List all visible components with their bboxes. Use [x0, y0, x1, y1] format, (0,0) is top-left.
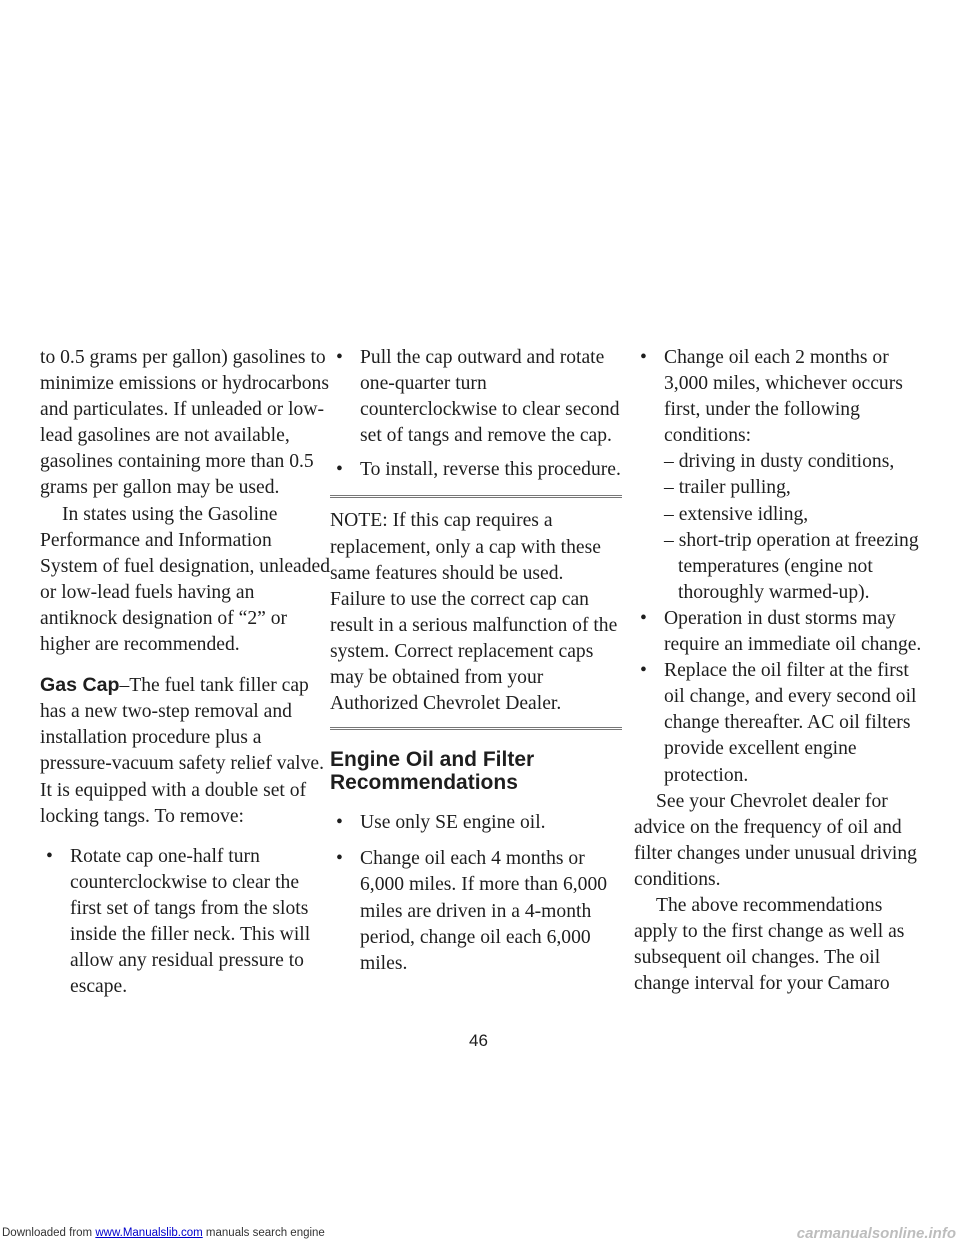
bullet-icon: •: [640, 660, 647, 682]
bullet-icon: •: [336, 848, 343, 870]
list-item: • To install, reverse this procedure.: [330, 457, 622, 483]
bullet-icon: •: [640, 607, 647, 629]
list-item: • Operation in dust storms may require an immediate oil change.: [640, 607, 922, 656]
list-item: • Rotate cap one-half turn counterclockwise to clear the first set of tangs from the slots inside the filler neck. This will allow any residual pressure to escape.: [46, 845, 311, 998]
bullet-icon: •: [46, 845, 53, 867]
list-item: • Change oil each 2 months or 3,000 miles, whichever occurs first, under the following conditions: – driving in dusty conditions, – trailer pulling, – extensive idling, – short-trip operation at freezing temperatures (engine not thoroughly warmed-up).: [634, 345, 926, 606]
list-item: • Change oil each 4 months or 6,000 miles. If more than 6,000 miles are driven in a 4-month period, change oil each 6,000 miles.: [336, 848, 608, 974]
sub-item: – driving in dusty conditions,: [664, 451, 895, 473]
column-middle: [330, 345, 622, 977]
footer: [0, 1222, 960, 1242]
paragraph: The above recommendations apply to the first change as well as subsequent oil changes. The oil change interval for your Camaro: [634, 894, 905, 995]
bullet-icon: •: [336, 812, 343, 834]
download-credit: Downloaded from www.Manualslib.com manuals search engine: [2, 1227, 325, 1239]
note-box: [330, 495, 622, 730]
note-text: NOTE: If this cap requires a replacement, only a cap with these same features should be used. Failure to use the correct cap can result in a serious malfunction of the system. Correct replacement caps may be obtained from your Authorized Chevrolet Dealer.: [330, 510, 618, 715]
column-right: [634, 345, 926, 997]
list-item: • Replace the oil filter at the first oil change, and every second oil change thereafter. AC oil filters provide excellent engine protection.: [640, 660, 917, 786]
page-number: 46: [469, 1031, 488, 1050]
gas-cap-lead: Gas Cap: [40, 674, 120, 697]
gas-cap-paragraph: [40, 672, 332, 830]
bullet-icon: •: [336, 347, 343, 368]
paragraph: In states using the Gasoline Performance and Information System of fuel designation, unleaded or low-lead fuels having an antiknock designation of “2” or higher are recommended.: [40, 503, 331, 656]
manualslib-link[interactable]: www.Manualslib.com: [95, 1227, 203, 1239]
sub-item: – trailer pulling,: [664, 477, 791, 499]
list-item: • Pull the cap outward and rotate one-quarter turn counterclockwise to clear second set of tangs and remove the cap.: [336, 347, 620, 447]
sub-item: – short-trip operation at freezing temperatures (engine not thoroughly warmed-up).: [664, 529, 919, 603]
paragraph: to 0.5 grams per gallon) gasolines to minimize emissions or hydrocarbons and particulates. If unleaded or low-lead gasolines are not available, gasolines containing more than 0.5 grams per gallon may be used.: [40, 347, 329, 499]
column-left: [40, 345, 332, 1000]
section-heading: Engine Oil and Filter Recommendations: [330, 748, 535, 795]
paragraph: See your Chevrolet dealer for advice on the frequency of oil and filter changes under unusual driving conditions.: [634, 790, 917, 890]
gas-cap-text: –The fuel tank filler cap has a new two-step removal and installation procedure plus a pressure-vacuum safety relief valve. It is equipped with a double set of locking tangs. To remove:: [40, 675, 324, 827]
sub-item: – extensive idling,: [664, 503, 809, 525]
bullet-icon: •: [336, 459, 343, 481]
list-item: • Use only SE engine oil.: [330, 810, 622, 836]
bullet-icon: •: [640, 347, 647, 368]
watermark: carmanualsonline.info: [796, 1225, 956, 1242]
